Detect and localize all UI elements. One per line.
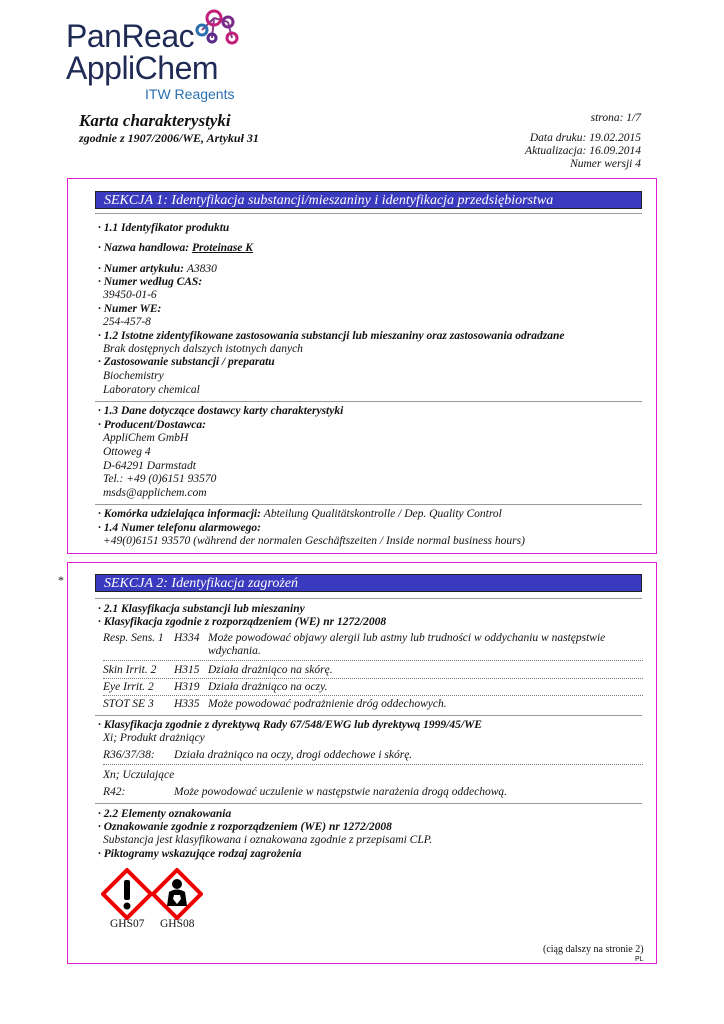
- dotted-divider: [103, 660, 643, 661]
- emergency-value: +49(0)6151 93570 (während der normalen Geschäftszeiten / Inside normal business hours): [103, 535, 525, 547]
- ghs07-label: GHS07: [110, 918, 145, 930]
- logo-molecule-icon: [192, 8, 242, 48]
- cas-value: 39450-01-6: [103, 289, 157, 301]
- r36-text: Działa drażniąco na oczy, drogi oddechowe i skórę.: [174, 749, 413, 761]
- document-title: Karta charakterystyki: [79, 111, 231, 130]
- supplier-label: · 1.3 Dane dotyczące dostawcy karty charakterystyki: [98, 405, 344, 417]
- producer-label: · Producent/Dostawca:: [98, 419, 206, 431]
- label-elements-label: · 2.2 Elementy oznakowania: [98, 808, 232, 820]
- change-marker: *: [58, 573, 64, 587]
- ghs08-label: GHS08: [160, 918, 195, 930]
- logo-line2: AppliChem: [66, 50, 219, 86]
- divider: [95, 213, 642, 214]
- pictograms-label: · Piktogramy wskazujące rodzaj zagrożenia: [98, 848, 302, 860]
- clp-class: Skin Irrit. 2: [103, 664, 157, 676]
- divider: [95, 715, 642, 716]
- section-1-heading: SEKCJA 1: Identyfikacja substancji/mieszaniny i identyfikacja przedsiębiorstwa: [95, 191, 642, 209]
- trade-name-value: Proteinase K: [191, 242, 253, 254]
- print-date: Data druku: 19.02.2015: [529, 132, 641, 144]
- we-label: · Numer WE:: [98, 303, 162, 315]
- article-number-row: [98, 263, 217, 276]
- r36-code: R36/37/38:: [103, 749, 155, 761]
- section-2-box: [67, 562, 657, 964]
- r42-code: R42:: [103, 786, 126, 798]
- clp-class: STOT SE 3: [103, 698, 154, 710]
- logo-line1: PanReac: [66, 18, 195, 54]
- application-label: · Zastosowanie substancji / preparatu: [98, 356, 275, 368]
- clp-labelling-text: Substancja jest klasyfikowana i oznakowana zgodnie z przepisami CLP.: [103, 834, 433, 846]
- clp-code: H319: [174, 681, 200, 693]
- clp-text: Może powodować objawy alergii lub astmy lub trudności w oddychaniu w następstwie: [208, 632, 606, 644]
- divider: [95, 504, 642, 505]
- info-unit-value: Abteilung Qualitätskontrolle / Dep. Quality Control: [263, 508, 502, 520]
- clp-classification-label: · Klasyfikacja zgodnie z rozporządzeniem (WE) nr 1272/2008: [98, 616, 387, 628]
- clp-class: Resp. Sens. 1: [103, 632, 164, 644]
- divider: [95, 598, 642, 599]
- info-unit-label: · Komórka udzielająca informacji:: [98, 508, 261, 520]
- logo-line3: ITW Reagents: [145, 86, 235, 102]
- clp-code: H334: [174, 632, 200, 644]
- language-code: PL: [635, 956, 644, 963]
- clp-labelling-label: · Oznakowanie zgodnie z rozporządzeniem (WE) nr 1272/2008: [98, 821, 392, 833]
- document-subtitle: zgodnie z 1907/2006/WE, Artykuł 31: [79, 131, 259, 145]
- trade-name-row: [98, 242, 253, 255]
- section-2-heading: SEKCJA 2: Identyfikacja zagrożeń: [95, 574, 642, 592]
- clp-text: Może powodować podrażnienie dróg oddechowych.: [208, 698, 447, 710]
- ghs07-exclamation-icon: [101, 868, 153, 920]
- r42-text: Może powodować uczulenie w następstwie narażenia drogą oddechową.: [174, 786, 508, 798]
- clp-text: Działa drażniąco na oczy.: [208, 681, 328, 693]
- dsd-classification-label: · Klasyfikacja zgodnie z dyrektywą Rady 67/548/EWG lub dyrektywą 1999/45/WE: [98, 719, 482, 731]
- section-1-box: [67, 178, 657, 554]
- address-line-1: AppliChem GmbH: [103, 432, 189, 444]
- update-date: Aktualizacja: 16.09.2014: [525, 145, 641, 157]
- product-identifier-label: · 1.1 Identyfikator produktu: [98, 222, 230, 234]
- clp-class: Eye Irrit. 2: [103, 681, 154, 693]
- dotted-divider: [103, 678, 643, 679]
- ghs08-health-hazard-icon: [151, 868, 203, 920]
- clp-code: H315: [174, 664, 200, 676]
- dotted-divider: [103, 695, 643, 696]
- divider: [95, 803, 642, 804]
- info-unit-row: [98, 508, 502, 521]
- continued-note: (ciąg dalszy na stronie 2): [543, 944, 644, 955]
- xi-label: Xi; Produkt drażniący: [103, 732, 205, 744]
- address-line-2: Ottoweg 4: [103, 446, 151, 458]
- company-logo: [66, 8, 246, 106]
- classification-label: · 2.1 Klasyfikacja substancji lub mieszaniny: [98, 603, 305, 615]
- version-number: Numer wersji 4: [570, 158, 641, 170]
- address-line-3: D-64291 Darmstadt: [103, 460, 196, 472]
- application-value-2: Laboratory chemical: [103, 384, 200, 396]
- article-number-label: · Numer artykułu:: [98, 263, 184, 275]
- trade-name-label: · Nazwa handlowa:: [98, 242, 190, 254]
- uses-label: · 1.2 Istotne zidentyfikowane zastosowania substancji lub mieszaniny oraz zastosowania odradzane: [98, 330, 565, 342]
- dotted-divider: [103, 764, 643, 765]
- phone-line: Tel.: +49 (0)6151 93570: [103, 473, 217, 485]
- clp-code: H335: [174, 698, 200, 710]
- emergency-label: · 1.4 Numer telefonu alarmowego:: [98, 522, 261, 534]
- page-number: strona: 1/7: [590, 112, 641, 124]
- we-value: 254-457-8: [103, 316, 151, 328]
- clp-text: Działa drażniąco na skórę.: [208, 664, 333, 676]
- email-line: msds@applichem.com: [103, 487, 207, 499]
- divider: [95, 401, 642, 402]
- xn-label: Xn; Uczulające: [103, 769, 175, 781]
- clp-text-cont: wdychania.: [208, 645, 261, 657]
- article-number-value: A3830: [186, 263, 217, 275]
- uses-value: Brak dostępnych dalszych istotnych danych: [103, 343, 303, 355]
- cas-label: · Numer według CAS:: [98, 276, 203, 288]
- application-value-1: Biochemistry: [103, 370, 164, 382]
